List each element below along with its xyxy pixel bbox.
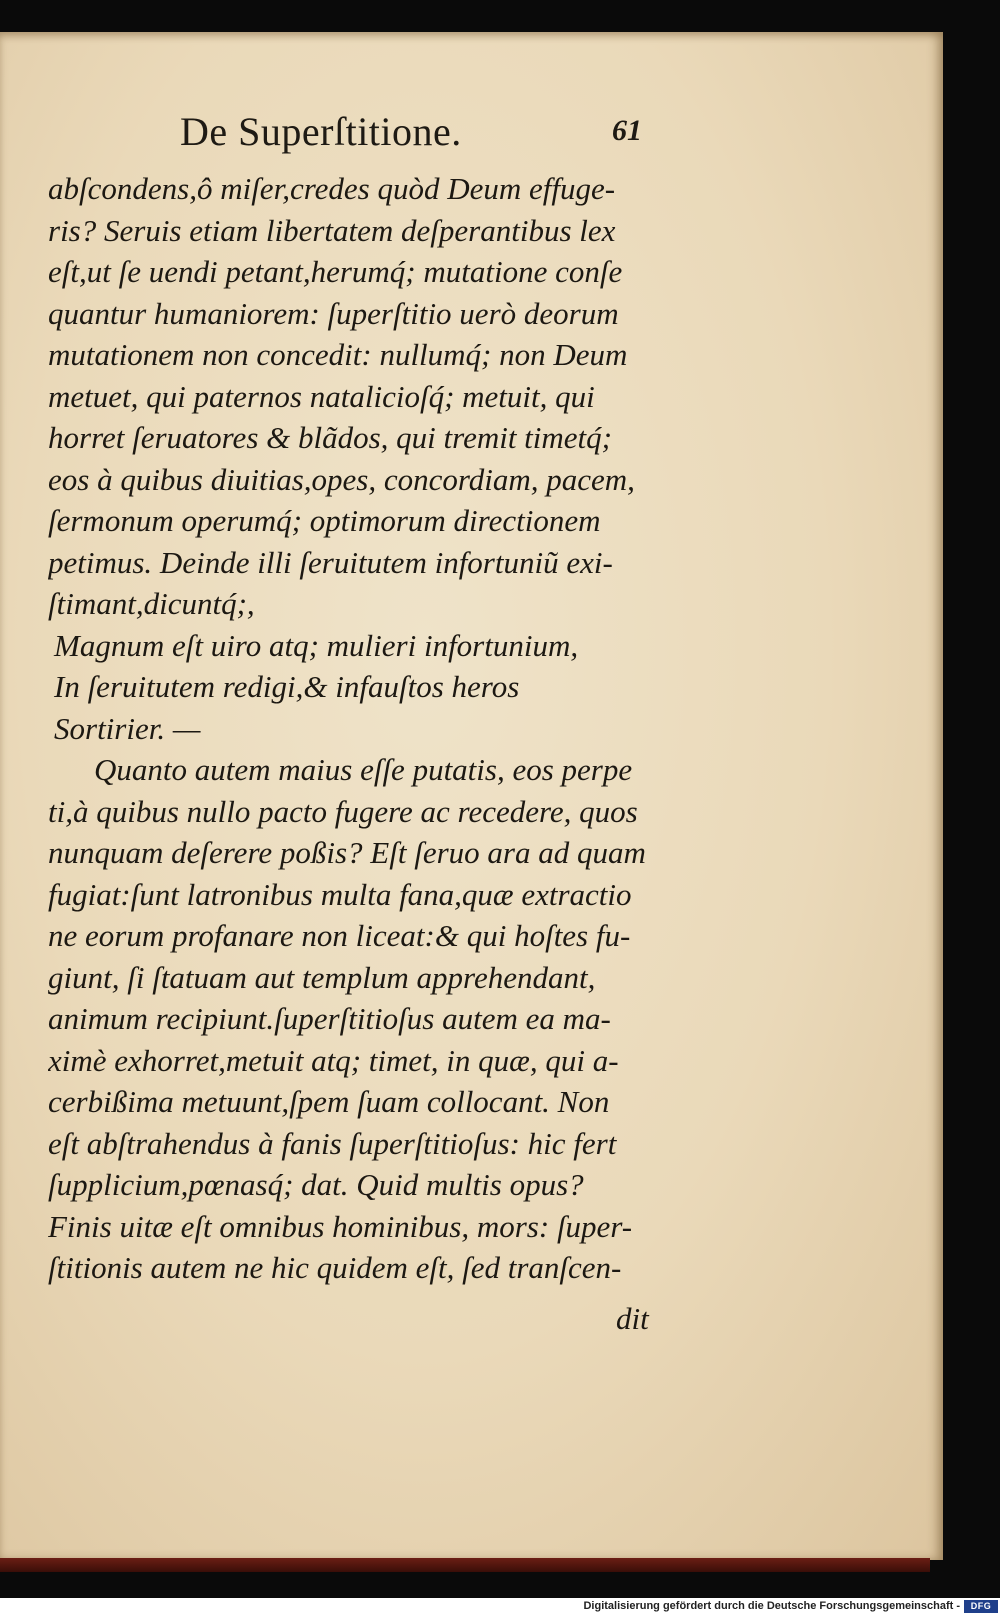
text-line: ſupplicium,pœnasq́; dat. Quid multis opus? <box>48 1167 584 1202</box>
text-line: fugiat:ſunt latronibus multa fana,quæ extractio <box>48 876 632 912</box>
text-line: ſermonum operumq́; optimorum directionem <box>48 503 601 538</box>
verse-line: In ſeruitutem redigi,& infauſtos heros <box>54 669 520 704</box>
text-line: ſtimant,dicuntq́;, <box>48 586 255 621</box>
text-line: nunquam deſerere poßis? Eſt ſeruo ara ad quam <box>48 835 646 870</box>
text-line: petimus. Deinde illi ſeruitutem infortuniũ exi- <box>48 544 613 580</box>
body-text <box>48 168 668 1289</box>
page-bottom-edge <box>0 1558 930 1572</box>
text-line: animum recipiunt.ſuperſtitioſus autem ea ma- <box>48 1001 611 1036</box>
text-line: eos à quibus diuitias,opes, concordiam, pacem, <box>48 461 635 497</box>
text-line: eſt,ut ſe uendi petant,herumq́; mutatione conſe <box>48 254 623 289</box>
digitization-credit: Digitalisierung gefördert durch die Deutsche Forschungsgemeinschaft - <box>583 1600 960 1612</box>
text-line: Finis uitæ eſt omnibus hominibus, mors: ſuper- <box>48 1208 633 1244</box>
text-line: ſtitionis autem ne hic quidem eſt, ſed tranſcen- <box>48 1250 622 1285</box>
verse-line: Magnum eſt uiro atq; mulieri infortunium, <box>54 627 579 663</box>
paragraph-start-line: Quanto autem maius eſſe putatis, eos perpe <box>94 752 633 787</box>
text-line: quantur humaniorem: ſuperſtitio uerò deorum <box>48 295 619 331</box>
dfg-logo: DFG <box>964 1600 998 1613</box>
text-line: ximè exhorret,metuit atq; timet, in quæ, qui a- <box>48 1042 619 1078</box>
text-line: ris? Seruis etiam libertatem deſperantibus lex <box>48 212 616 248</box>
folio-number: 61 <box>612 114 642 147</box>
text-line: horret ſeruatores & blãdos, qui tremit timetq́; <box>48 420 612 455</box>
page-header <box>180 108 660 160</box>
footer-bar <box>0 1598 1000 1615</box>
verse-line: Sortirier. — <box>54 710 201 746</box>
running-title: De Superſtitione. <box>180 109 462 154</box>
text-line: giunt, ſi ſtatuam aut templum apprehendant, <box>48 959 596 995</box>
text-line: cerbißima metuunt,ſpem ſuam collocant. Non <box>48 1084 610 1119</box>
catchword: dit <box>616 1301 649 1336</box>
text-line: mutationem non concedit: nullumq́; non Deum <box>48 337 628 372</box>
text-line: abſcondens,ô miſer,credes quòd Deum effuge- <box>48 171 616 206</box>
text-line: eſt abſtrahendus à fanis ſuperſtitioſus: hic fert <box>48 1125 617 1161</box>
text-line: metuet, qui paternos natalicioſq́; metuit, qui <box>48 378 595 414</box>
text-line: ti,à quibus nullo pacto fugere ac recedere, quos <box>48 793 638 829</box>
text-line: ne eorum profanare non liceat:& qui hoſtes fu- <box>48 918 631 953</box>
